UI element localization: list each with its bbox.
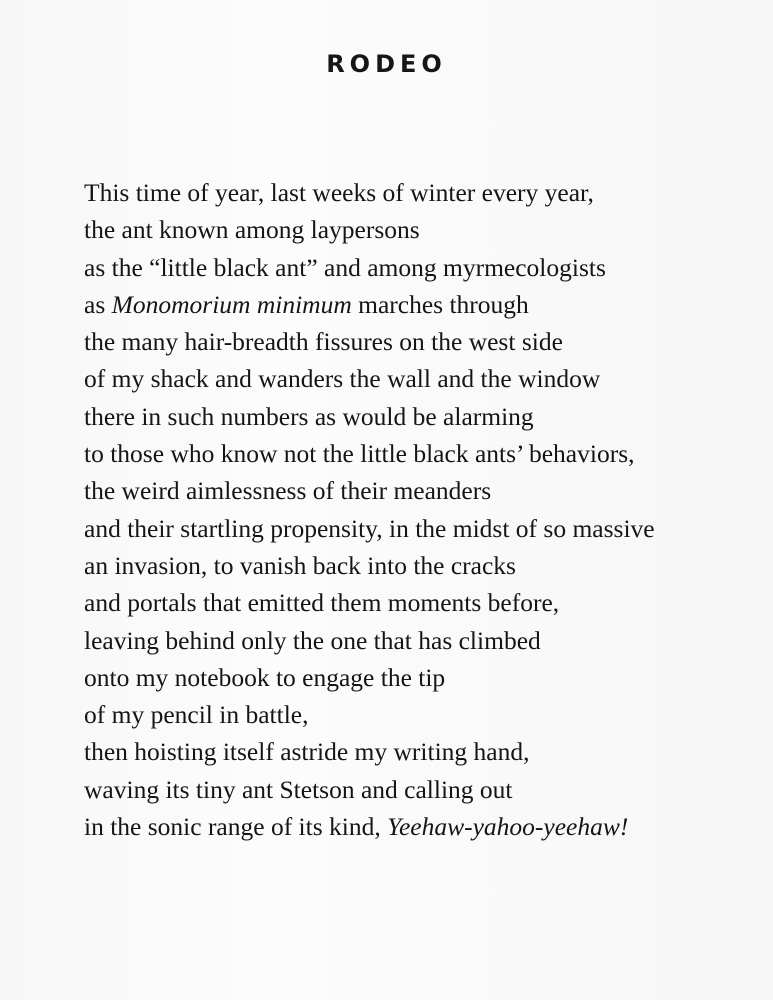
species-name: Monomorium minimum <box>111 289 352 319</box>
poem-line: of my pencil in battle, <box>84 700 309 730</box>
poem-line: as the “little black ant” and among myrmecologists <box>84 252 606 282</box>
poem-line: onto my notebook to engage the tip <box>84 662 446 692</box>
poem-line: the weird aimlessness of their meanders <box>84 476 492 506</box>
poem-line: then hoisting itself astride my writing hand, <box>84 737 530 767</box>
poem-line: the ant known among laypersons <box>84 215 420 245</box>
ant-call: Yeehaw-yahoo-yeehaw! <box>387 812 629 842</box>
poem-title: RODEO <box>326 50 447 78</box>
poem-line-segment: as <box>84 289 112 319</box>
poem-line <box>84 286 744 323</box>
poem-line: and portals that emitted them moments before, <box>84 588 560 618</box>
poem-line: This time of year, last weeks of winter every year, <box>84 178 594 207</box>
poem-line: of my shack and wanders the wall and the window <box>84 364 601 394</box>
poem-line: the many hair-breadth fissures on the west side <box>84 327 563 357</box>
poem-body <box>84 174 744 845</box>
poem-line: an invasion, to vanish back into the cracks <box>84 550 516 580</box>
poem-line: waving its tiny ant Stetson and calling out <box>84 774 513 804</box>
poem-line-segment: marches through <box>351 289 529 319</box>
poem-line: to those who know not the little black ants’ behaviors, <box>84 439 635 469</box>
poem-line: and their startling propensity, in the midst of so massive <box>84 513 655 543</box>
poem-line: there in such numbers as would be alarming <box>84 401 534 431</box>
poem-line-segment: in the sonic range of its kind, <box>84 812 388 842</box>
poem-line <box>84 808 744 845</box>
poem-line: leaving behind only the one that has climbed <box>84 625 541 655</box>
